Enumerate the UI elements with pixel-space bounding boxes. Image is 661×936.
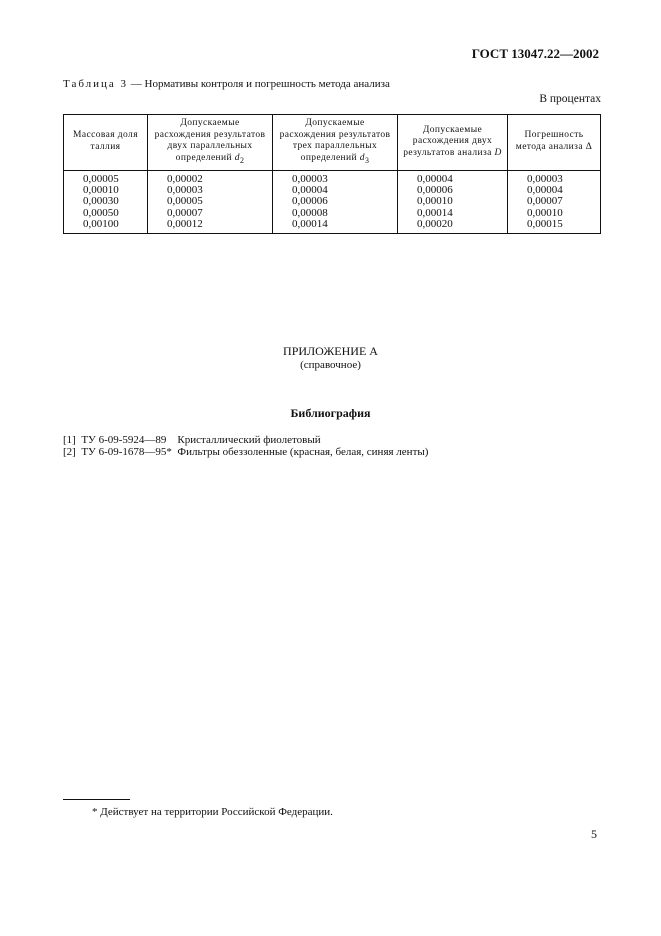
table-cell: 0,00003 [508,170,601,185]
bibliography-title: Библиография [290,406,371,420]
table-row [64,196,601,207]
table-cell: 0,00007 [148,208,273,219]
bibliography-item-number: [1] [63,434,76,446]
table-cell: 0,00014 [398,208,508,219]
table-row [64,170,601,185]
column-header-subscript: 3 [364,155,370,165]
column-header [508,115,601,171]
bibliography-item-code: ТУ 6-09-1678—95* [81,446,172,458]
table-cell: 0,00020 [398,219,508,234]
table-cell: 0,00030 [64,196,148,207]
table-header-row [64,115,601,171]
table-row [64,185,601,196]
table-caption-text: — Нормативы контроля и погрешность метода анализа [128,78,390,90]
table-cell: 0,00007 [508,196,601,207]
column-header-text: Погрешность метода анализа Δ [515,130,593,152]
table-cell: 0,00050 [64,208,148,219]
table-cell: 0,00014 [273,219,398,234]
appendix-title: ПРИЛОЖЕНИЕ А [283,344,378,358]
column-header-text: Допускаемые расхождения результатов двух параллельных определений [154,118,266,163]
bibliography-item-number: [2] [63,446,76,458]
bibliography-item [63,434,321,446]
footnote-rule [63,799,130,800]
table-cell: 0,00015 [508,219,601,234]
appendix-subtitle: (справочное) [300,359,361,371]
column-header-text: Допускаемые расхождения двух результатов анализа [403,124,495,158]
table-cell: 0,00005 [64,170,148,185]
table-units: В процентах [539,93,601,105]
table-cell: 0,00004 [508,185,601,196]
table-cell: 0,00004 [273,185,398,196]
footnote: * Действует на территории Российской Федерации. [92,806,333,818]
table-cell: 0,00004 [398,170,508,185]
table-cell: 0,00012 [148,219,273,234]
table-cell: 0,00100 [64,219,148,234]
table-cell: 0,00006 [273,196,398,207]
table-caption [63,78,390,90]
table-cell: 0,00005 [148,196,273,207]
column-header [64,115,148,171]
column-header-symbol: d [234,152,240,163]
bibliography-item [63,446,428,458]
column-header-symbol: d [359,152,365,163]
table-cell: 0,00008 [273,208,398,219]
column-header-symbol: D [494,147,502,158]
table-cell: 0,00010 [398,196,508,207]
table-row [64,219,601,234]
table-cell: 0,00002 [148,170,273,185]
column-header-subscript: 2 [239,155,245,165]
column-header-text: Допускаемые расхождения результатов трех параллельных определений [279,118,391,163]
column-header [148,115,273,171]
table-cell: 0,00010 [64,185,148,196]
table-cell: 0,00003 [273,170,398,185]
bibliography-item-title: Фильтры обеззоленные (красная, белая, синяя ленты) [177,446,429,458]
page-number: 5 [591,827,597,841]
column-header-text: Массовая доля таллия [73,130,138,152]
norms-table [63,114,601,234]
bibliography-item-code: ТУ 6-09-5924—89 [81,434,167,446]
table-caption-prefix: Таблица 3 [63,78,129,90]
column-header [398,115,508,171]
column-header [273,115,398,171]
table-cell: 0,00006 [398,185,508,196]
table-cell: 0,00003 [148,185,273,196]
standard-code: ГОСТ 13047.22—2002 [471,46,599,61]
table-cell: 0,00010 [508,208,601,219]
bibliography-item-title: Кристаллический фиолетовый [177,434,321,446]
table-row [64,208,601,219]
